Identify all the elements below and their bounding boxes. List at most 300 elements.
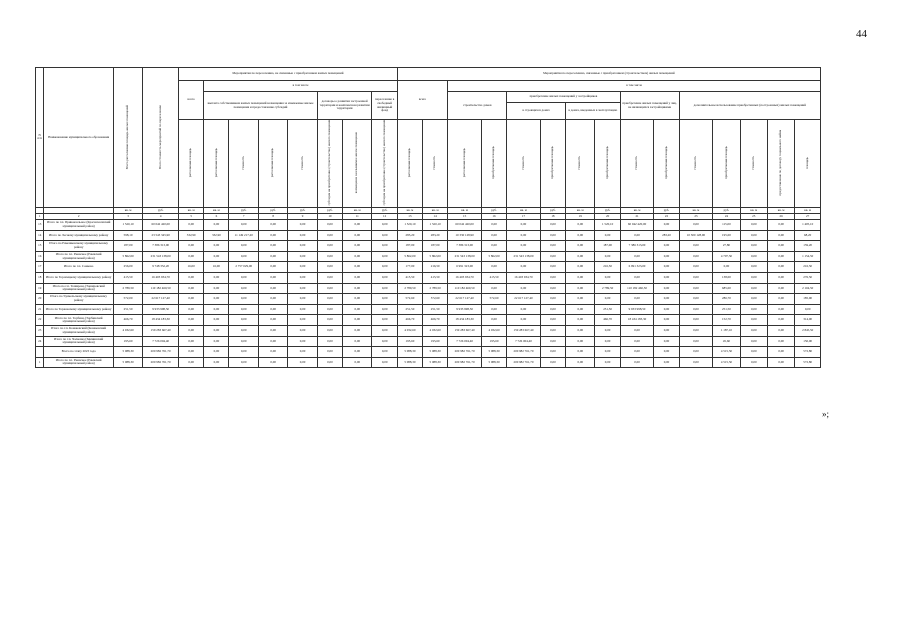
- header-group-buy: Мероприятия по переселению, не связанные с приобретением жилых помещений: [179, 68, 398, 81]
- column-index-cell: 2: [44, 213, 113, 219]
- value-cell: 16 403 934,70: [507, 272, 541, 283]
- value-cell: 0,00: [620, 230, 654, 241]
- value-cell: 283,20: [654, 230, 679, 241]
- value-cell: 0,00: [229, 336, 258, 347]
- value-cell: 5 862,00: [113, 251, 142, 262]
- header-total-cost: Всего стоимость мероприятий по переселению: [143, 68, 179, 208]
- value-cell: 0,00: [740, 347, 767, 358]
- header-leaf-cell: стоимость: [288, 120, 317, 208]
- value-cell: 0,00: [258, 251, 287, 262]
- header-leaf-cell: приобретаемая площадь: [540, 120, 565, 208]
- table-row: [36, 304, 821, 315]
- value-cell: 0,00: [566, 283, 595, 294]
- value-cell: 0,00: [229, 347, 258, 358]
- value-cell: 572,80: [795, 347, 821, 358]
- value-cell: 18 434 183,30: [620, 315, 654, 326]
- column-index-cell: 1: [36, 213, 44, 219]
- value-cell: 0,00: [288, 347, 317, 358]
- header-extra-usage: дополнительное использование приобретенных (построенных) жилых помещений: [679, 92, 820, 120]
- header-construct: строительство домов: [448, 92, 507, 120]
- header-resettle-free: переселение в свободный жилищный фонд: [372, 92, 397, 120]
- column-index-cell: 13: [397, 213, 422, 219]
- column-index-cell: 19: [566, 213, 595, 219]
- value-cell: 0,00: [654, 325, 679, 336]
- value-cell: 466,70: [423, 315, 448, 326]
- value-cell: 0,00: [740, 357, 767, 368]
- value-cell: 22 617 127,40: [507, 294, 541, 305]
- column-index-cell: 24: [713, 213, 740, 219]
- value-cell: 4 707,50: [713, 251, 740, 262]
- value-cell: 0,00: [229, 283, 258, 294]
- value-cell: 0,00: [317, 251, 342, 262]
- value-cell: 0,00: [679, 315, 713, 326]
- value-cell: 0,00: [540, 230, 565, 241]
- value-cell: 0,00: [288, 230, 317, 241]
- municipality-name-cell: Итого по Лесному муниципальному району: [44, 230, 113, 241]
- value-cell: 0,00: [507, 283, 541, 294]
- value-cell: 5 088,30: [481, 347, 506, 358]
- value-cell: 0,00: [343, 315, 372, 326]
- value-cell: 0,00: [258, 325, 287, 336]
- value-cell: 187,00: [113, 241, 142, 252]
- value-cell: 23 543 345,90: [143, 230, 179, 241]
- unit-cell: руб.: [654, 207, 679, 213]
- value-cell: 6 991 323,00: [620, 262, 654, 273]
- value-cell: 0,00: [179, 219, 204, 230]
- value-cell: 0,00: [343, 241, 372, 252]
- value-cell: 0,00: [566, 219, 595, 230]
- value-cell: 200 982 761,70: [448, 347, 482, 358]
- value-cell: 0,00: [288, 304, 317, 315]
- value-cell: 0,00: [507, 230, 541, 241]
- value-cell: 16 403 934,70: [448, 272, 482, 283]
- value-cell: 0,00: [540, 272, 565, 283]
- value-cell: 5 088,30: [397, 347, 422, 358]
- value-cell: 7 726 004,40: [143, 336, 179, 347]
- value-cell: 0,00: [654, 294, 679, 305]
- column-index-cell: 6: [204, 213, 229, 219]
- unit-cell: кв. м: [113, 207, 142, 213]
- column-index-cell: 7: [229, 213, 258, 219]
- value-cell: 0,00: [288, 315, 317, 326]
- value-cell: 195,60: [397, 336, 422, 347]
- header-total-b: всего: [397, 81, 447, 120]
- value-cell: 0,00: [258, 304, 287, 315]
- value-cell: 0,00: [566, 357, 595, 368]
- value-cell: 0,00: [767, 304, 794, 315]
- header-leaf-cell: приобретаемая площадь: [654, 120, 679, 208]
- unit-cell: кв. м: [423, 207, 448, 213]
- header-leaf-cell: приобретаемая площадь: [481, 120, 506, 208]
- value-cell: 2 104,50: [795, 283, 821, 294]
- value-cell: 5 088,30: [481, 357, 506, 368]
- value-cell: 572,60: [481, 294, 506, 305]
- value-cell: 0,00: [288, 294, 317, 305]
- value-cell: 0,00: [372, 336, 397, 347]
- value-cell: 0,00: [229, 241, 258, 252]
- table-row: [36, 294, 821, 305]
- value-cell: 0,00: [343, 251, 372, 262]
- unit-cell: кв. м: [179, 207, 204, 213]
- value-cell: 415,50: [397, 272, 422, 283]
- header-leaf-cell: расселяемая площадь: [179, 120, 204, 208]
- column-index-cell: 18: [540, 213, 565, 219]
- table-row: [36, 347, 821, 358]
- value-cell: 231 543 138,00: [507, 251, 541, 262]
- table-row: [36, 325, 821, 336]
- value-cell: 0,00: [204, 283, 229, 294]
- value-cell: 0,00: [204, 251, 229, 262]
- value-cell: 195,60: [113, 336, 142, 347]
- value-cell: 0,00: [566, 241, 595, 252]
- value-cell: 0,00: [372, 315, 397, 326]
- value-cell: 110 182 460,50: [448, 283, 482, 294]
- value-cell: 0,00: [566, 230, 595, 241]
- value-cell: 0,00: [204, 336, 229, 347]
- value-cell: 0,00: [767, 357, 794, 368]
- value-cell: 415,50: [423, 272, 448, 283]
- value-cell: 0,00: [229, 272, 258, 283]
- value-cell: 0,00: [654, 262, 679, 273]
- value-cell: 0,00: [654, 336, 679, 347]
- column-index-cell: 4: [143, 213, 179, 219]
- row-number-cell: [36, 347, 44, 358]
- header-leaf-cell: расселяемая площадь: [258, 120, 287, 208]
- header-leaf-cell: приобретаемая площадь: [595, 120, 620, 208]
- value-cell: 0,00: [258, 315, 287, 326]
- municipality-name-cell: Итого по г.п. Привокзальное (Краснохолмский муниципальный район): [44, 219, 113, 230]
- value-cell: 314,00: [795, 315, 821, 326]
- value-cell: 0,00: [595, 230, 620, 241]
- value-cell: 0,00: [204, 347, 229, 358]
- value-cell: 0,00: [767, 336, 794, 347]
- value-cell: 27,80: [713, 241, 740, 252]
- unit-cell: руб.: [317, 207, 342, 213]
- value-cell: 0,00: [229, 315, 258, 326]
- value-cell: 18 434 183,30: [143, 315, 179, 326]
- row-number-cell: 20: [36, 294, 44, 305]
- value-cell: 0,00: [204, 304, 229, 315]
- value-cell: 0,00: [288, 219, 317, 230]
- value-cell: 0,00: [679, 347, 713, 358]
- column-index-cell: 20: [595, 213, 620, 219]
- value-cell: 0,00: [620, 357, 654, 368]
- value-cell: 200 982 761,70: [448, 357, 482, 368]
- value-cell: 0,00: [481, 315, 506, 326]
- value-cell: 0,00: [343, 294, 372, 305]
- value-cell: 0,00: [654, 283, 679, 294]
- municipality-name-cell: Итого по г.п. Конаковский (Конаковский муниципальный район): [44, 325, 113, 336]
- column-index-cell: 26: [767, 213, 794, 219]
- value-cell: 598,10: [113, 230, 142, 241]
- value-cell: 0,00: [595, 336, 620, 347]
- value-cell: 0,00: [288, 325, 317, 336]
- value-cell: 0,00: [713, 262, 740, 273]
- value-cell: 0,00: [204, 357, 229, 368]
- header-leaf-cell: стоимость: [566, 120, 595, 208]
- value-cell: 0,00: [795, 304, 821, 315]
- value-cell: 0,00: [258, 347, 287, 358]
- value-cell: 0,00: [620, 272, 654, 283]
- unit-cell: руб.: [229, 207, 258, 213]
- value-cell: 0,00: [179, 357, 204, 368]
- value-cell: 0,00: [595, 347, 620, 358]
- value-cell: 0,00: [679, 304, 713, 315]
- value-cell: 0,00: [288, 262, 317, 273]
- unit-cell: кв. м: [679, 207, 713, 213]
- value-cell: 60 042 420,00: [448, 219, 482, 230]
- value-cell: 0,00: [481, 283, 506, 294]
- value-cell: 0,00: [229, 294, 258, 305]
- unit-cell: руб.: [258, 207, 287, 213]
- header-leaf-cell: субсидия на приобретение (строительство) жилого помещения: [317, 120, 342, 208]
- value-cell: 7 386 313,00: [620, 241, 654, 252]
- table-row: [36, 262, 821, 273]
- value-cell: 251,50: [397, 304, 422, 315]
- table-row: [36, 336, 821, 347]
- value-cell: 1 154,50: [795, 251, 821, 262]
- value-cell: 0,00: [258, 272, 287, 283]
- value-cell: 572,60: [397, 294, 422, 305]
- value-cell: 572,80: [795, 357, 821, 368]
- municipality-name-cell: Итого по г.п. Тоширово (Тошировский муниципальный район): [44, 283, 113, 294]
- value-cell: 0,00: [317, 219, 342, 230]
- value-cell: 0,00: [767, 315, 794, 326]
- value-cell: 0,00: [317, 357, 342, 368]
- municipality-name-cell: Итого по г.п. Ржевское (Ржевский муниципальный район): [44, 251, 113, 262]
- value-cell: 0,00: [343, 325, 372, 336]
- header-leaf-cell: стоимость: [679, 120, 713, 208]
- value-cell: 0,00: [767, 325, 794, 336]
- value-cell: 0,00: [566, 251, 595, 262]
- value-cell: 5 088,30: [113, 357, 142, 368]
- column-index-cell: 3: [113, 213, 142, 219]
- unit-cell: руб.: [540, 207, 565, 213]
- value-cell: 0,00: [740, 294, 767, 305]
- value-cell: 5 862,00: [397, 251, 422, 262]
- value-cell: 0,00: [179, 315, 204, 326]
- value-cell: 60 042 420,00: [143, 219, 179, 230]
- value-cell: 7 726 004,40: [448, 336, 482, 347]
- value-cell: 0,00: [654, 315, 679, 326]
- value-cell: 16,00: [204, 262, 229, 273]
- resettlement-table: [35, 67, 821, 368]
- value-cell: 0,00: [372, 251, 397, 262]
- value-cell: 0,00: [679, 241, 713, 252]
- value-cell: 0,00: [179, 283, 204, 294]
- value-cell: 187,00: [397, 241, 422, 252]
- value-cell: 1 520,10: [397, 219, 422, 230]
- table-body: [36, 219, 821, 367]
- table-row: [36, 230, 821, 241]
- value-cell: 0,00: [372, 241, 397, 252]
- value-cell: 0,00: [204, 325, 229, 336]
- value-cell: 0,00: [229, 219, 258, 230]
- header-leaf-cell: расселяемая площадь: [448, 120, 482, 208]
- value-cell: 159 283 667,40: [143, 325, 179, 336]
- table-row: [36, 357, 821, 368]
- value-cell: 0,00: [317, 294, 342, 305]
- header-not-developers: приобретение жилых помещений у лиц, не являющихся застройщиками: [620, 92, 679, 120]
- value-cell: 0,00: [179, 251, 204, 262]
- unit-cell: кв. м: [795, 207, 821, 213]
- value-cell: 283,20: [423, 230, 448, 241]
- value-cell: 5 862,00: [481, 251, 506, 262]
- municipality-name-cell: Итого по г.п. Сонково: [44, 262, 113, 273]
- header-leaf-cell: стоимость: [740, 120, 767, 208]
- value-cell: 4 032,60: [397, 325, 422, 336]
- value-cell: 0,00: [595, 325, 620, 336]
- value-cell: 415,50: [481, 272, 506, 283]
- header-group-construct: Мероприятия по переселению, связанные с приобретением (строительством) жилых помещений: [397, 68, 820, 81]
- value-cell: 0,00: [258, 294, 287, 305]
- value-cell: 0,00: [204, 294, 229, 305]
- value-cell: 0,00: [343, 304, 372, 315]
- value-cell: 0,00: [740, 336, 767, 347]
- column-index-cell: 25: [740, 213, 767, 219]
- column-index-cell: 9: [288, 213, 317, 219]
- value-cell: 0,00: [343, 262, 372, 273]
- column-index-cell: 8: [258, 213, 287, 219]
- value-cell: 4 032,60: [113, 325, 142, 336]
- value-cell: 0,00: [343, 272, 372, 283]
- value-cell: 110 182 460,50: [620, 283, 654, 294]
- column-index-cell: 11: [343, 213, 372, 219]
- value-cell: 0,00: [179, 272, 204, 283]
- value-cell: 0,00: [288, 251, 317, 262]
- value-cell: 251,50: [713, 304, 740, 315]
- value-cell: 110 182 460,50: [143, 283, 179, 294]
- value-cell: 0,00: [229, 325, 258, 336]
- value-cell: 0,00: [343, 357, 372, 368]
- column-index-cell: 10: [317, 213, 342, 219]
- value-cell: 0,00: [767, 347, 794, 358]
- value-cell: 10 330 128,90: [448, 230, 482, 241]
- value-cell: 195,60: [423, 336, 448, 347]
- value-cell: 5 088,30: [113, 347, 142, 358]
- value-cell: 0,00: [654, 272, 679, 283]
- value-cell: 0,00: [566, 315, 595, 326]
- header-leaf-cell: субсидия на приобретение (строительство) жилого помещения: [372, 120, 397, 208]
- value-cell: 4 515,50: [713, 357, 740, 368]
- value-cell: 256,00: [113, 262, 142, 273]
- value-cell: 0,00: [258, 336, 287, 347]
- value-cell: 200 982 761,70: [143, 347, 179, 358]
- value-cell: 0,00: [540, 219, 565, 230]
- value-cell: 0,00: [740, 272, 767, 283]
- value-cell: 9 933 998,50: [620, 304, 654, 315]
- value-cell: 0,00: [229, 251, 258, 262]
- value-cell: 0,00: [740, 241, 767, 252]
- value-cell: 60 042 420,00: [620, 219, 654, 230]
- value-cell: 0,00: [679, 294, 713, 305]
- unit-cell: кв. м: [397, 207, 422, 213]
- value-cell: 0,00: [229, 357, 258, 368]
- value-cell: 0,00: [679, 283, 713, 294]
- value-cell: 0,00: [317, 262, 342, 273]
- value-cell: 415,50: [113, 272, 142, 283]
- header-incl-a: в том числе: [204, 81, 398, 92]
- column-index-cell: 5: [179, 213, 204, 219]
- column-index-cell: 15: [448, 213, 482, 219]
- value-cell: 0,00: [767, 219, 794, 230]
- value-cell: 187,00: [423, 241, 448, 252]
- header-leaf-cell: стоимость: [507, 120, 541, 208]
- row-number-cell: 13: [36, 219, 44, 230]
- value-cell: 200 982 761,70: [507, 347, 541, 358]
- row-number-cell: 15: [36, 241, 44, 252]
- value-cell: 159 283 667,40: [448, 325, 482, 336]
- value-cell: 1 405,10: [795, 219, 821, 230]
- value-cell: 5 088,30: [423, 357, 448, 368]
- value-cell: 9 933 998,50: [143, 304, 179, 315]
- value-cell: 159 283 667,40: [507, 325, 541, 336]
- value-cell: 0,00: [204, 272, 229, 283]
- resettlement-table-wrapper: [35, 67, 821, 368]
- value-cell: 0,00: [343, 283, 372, 294]
- value-cell: 0,00: [620, 336, 654, 347]
- value-cell: 0,00: [179, 347, 204, 358]
- header-acquired: приобретение жилых помещений у застройщиков: [507, 92, 621, 103]
- value-cell: 0,00: [767, 251, 794, 262]
- header-leaf-cell: возмещение за изымаемое жилое помещение: [343, 120, 372, 208]
- row-number-cell: 1: [36, 357, 44, 368]
- value-cell: 0,00: [767, 283, 794, 294]
- value-cell: 283,20: [397, 230, 422, 241]
- unit-cell: руб.: [481, 207, 506, 213]
- value-cell: 7 386 313,00: [143, 241, 179, 252]
- value-cell: 0,00: [566, 272, 595, 283]
- unit-cell: кв. м: [448, 207, 482, 213]
- header-leaf-cell: стоимость: [620, 120, 654, 208]
- column-index-cell: 27: [795, 213, 821, 219]
- value-cell: 177,00: [397, 262, 422, 273]
- value-cell: 0,00: [507, 304, 541, 315]
- header-incl-b: в том числе: [448, 81, 821, 92]
- value-cell: 0,00: [179, 294, 204, 305]
- value-cell: 9 933 998,50: [448, 304, 482, 315]
- header-in-commissioned: в домах, введенных в эксплуатацию: [566, 103, 621, 120]
- value-cell: 185,90: [795, 294, 821, 305]
- value-cell: 0,00: [317, 304, 342, 315]
- value-cell: 2 789,50: [397, 283, 422, 294]
- value-cell: 0,00: [481, 219, 506, 230]
- value-cell: 466,70: [113, 315, 142, 326]
- value-cell: 0,00: [179, 336, 204, 347]
- unit-cell: руб.: [595, 207, 620, 213]
- value-cell: 0,00: [317, 347, 342, 358]
- header-leaf-cell: расселяемая площадь: [204, 120, 229, 208]
- table-row: [36, 283, 821, 294]
- municipality-name-cell: Итого по Торжокскому муниципальному району: [44, 304, 113, 315]
- value-cell: 16,00: [179, 262, 204, 273]
- value-cell: 0,00: [258, 283, 287, 294]
- value-cell: 0,00: [540, 283, 565, 294]
- value-cell: 4 032,60: [423, 325, 448, 336]
- value-cell: 0,00: [317, 336, 342, 347]
- value-cell: 0,00: [343, 336, 372, 347]
- value-cell: 2 845,50: [795, 325, 821, 336]
- table-row: [36, 315, 821, 326]
- value-cell: 0,00: [288, 241, 317, 252]
- value-cell: 0,00: [620, 294, 654, 305]
- value-cell: 466,70: [397, 315, 422, 326]
- value-cell: 0,00: [767, 230, 794, 241]
- municipality-name-cell: Итого по Торопецкому муниципальному району: [44, 272, 113, 283]
- value-cell: 0,00: [654, 251, 679, 262]
- value-cell: 332,90: [204, 230, 229, 241]
- value-cell: 0,00: [372, 347, 397, 358]
